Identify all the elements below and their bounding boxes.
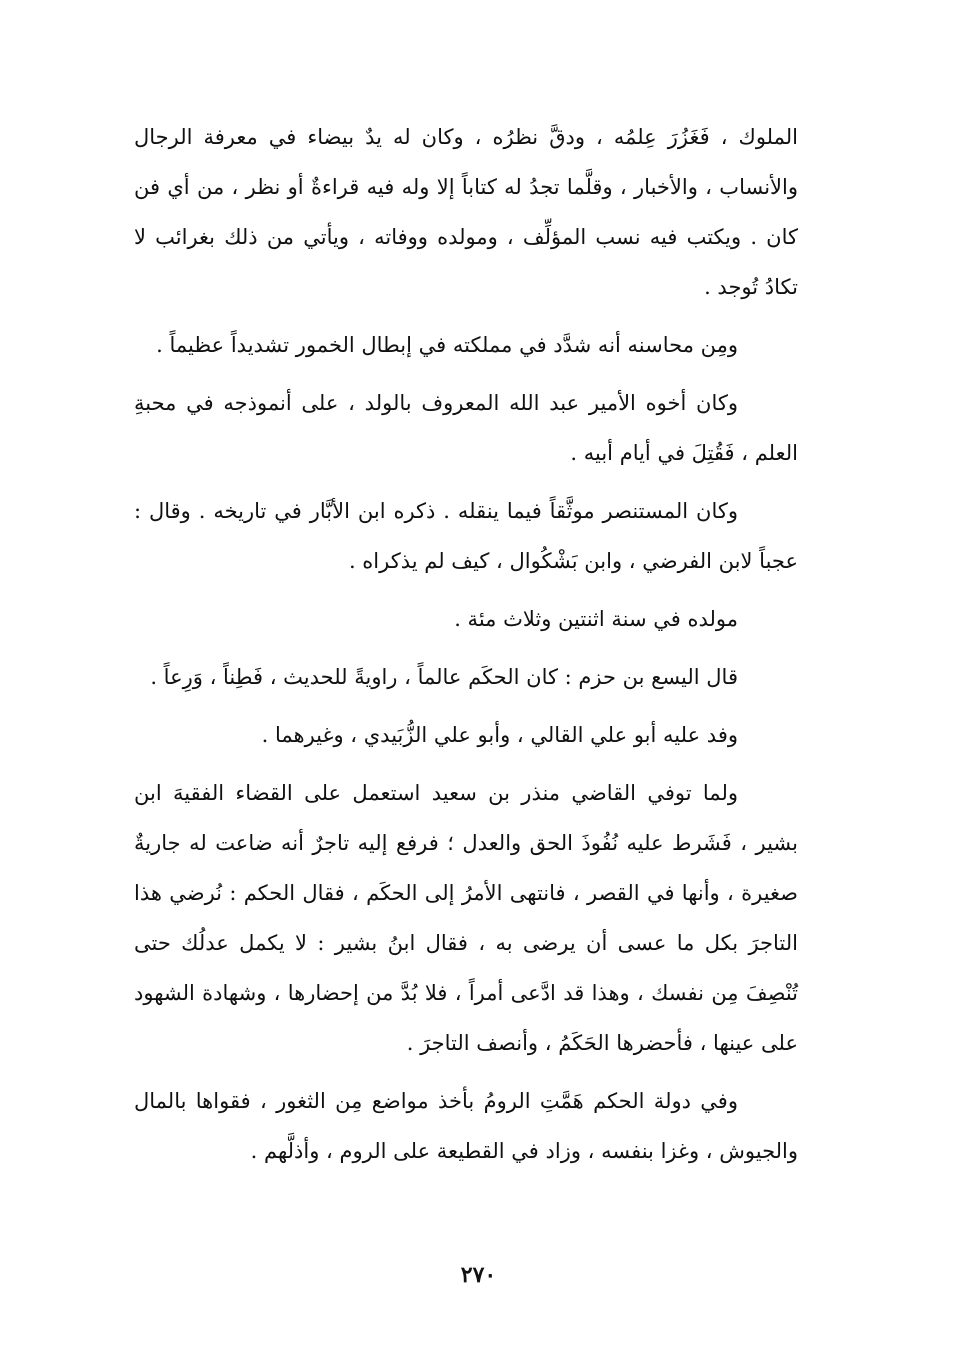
paragraph-2: ومِن محاسنه أنه شدَّد في مملكته في إبطال الخمور تشديداً عظيماً . (156, 333, 738, 357)
page-body-text (134, 112, 798, 1184)
paragraph-4: وكان المستنصر موثَّقاً فيما ينقله . ذكره ابن الأبَّار في تاريخه . وقال : عجباً لابن الفرضي ، وابن بَشْكُوال ، كيف لم يذكراه . (134, 499, 798, 573)
paragraph-5: مولده في سنة اثنتين وثلاث مئة . (454, 607, 738, 631)
page-number: ٢٧٠ (460, 1262, 497, 1288)
paragraph-1: الملوك ، فَغَزُرَ عِلمُه ، ودقَّ نظرُه ، وكان له يدٌ بيضاء في معرفة الرجال والأنساب ، والأخبار ، وقلَّما تجدُ له كتاباً إلا وله فيه قراءةٌ أو نظر ، من أي فن كان . ويكتب فيه نسب المؤلِّف ، ومولده ووفاته ، ويأتي من ذلك بغرائب لا تكادُ تُوجد . (134, 125, 798, 299)
paragraph-7: وفد عليه أبو علي القالي ، وأبو علي الزُّبَيدي ، وغيرهما . (261, 723, 738, 747)
paragraph-3: وكان أخوه الأمير عبد الله المعروف بالولد ، على أنموذجه في محبةِ العلم ، فَقُتِلَ في أيام أبيه . (134, 391, 798, 465)
paragraph-6: قال اليسع بن حزم : كان الحكَم عالماً ، راويةً للحديث ، فَطِناً ، وَرِعاً . (150, 665, 738, 689)
paragraph-8: ولما توفي القاضي منذر بن سعيد استعمل على القضاء الفقيهَ ابن بشير ، فَشَرط عليه نُفُوذَ الحق والعدل ؛ فرفع إليه تاجرٌ أنه ضاعت له جاريةٌ صغيرة ، وأنها في القصر ، فانتهى الأمرُ إلى الحكَم ، فقال الحكم : نُرضي هذا التاجرَ بكل ما عسى أن يرضى به ، فقال ابنُ بشير : لا يكمل عدلُك حتى تُنْصِفَ مِن نفسك ، وهذا قد ادَّعى أمراً ، فلا بُدَّ من إحضارها ، وشهادة الشهود على عينها ، فأحضرها الحَكَمُ ، وأنصف التاجرَ . (134, 781, 798, 1055)
paragraph-9: وفي دولة الحكم هَمَّتِ الرومُ بأخذ مواضع مِن الثغور ، فقواها بالمال والجيوش ، وغزا بنفسه ، وزاد في القطيعة على الروم ، وأذلَّهم . (134, 1089, 798, 1163)
